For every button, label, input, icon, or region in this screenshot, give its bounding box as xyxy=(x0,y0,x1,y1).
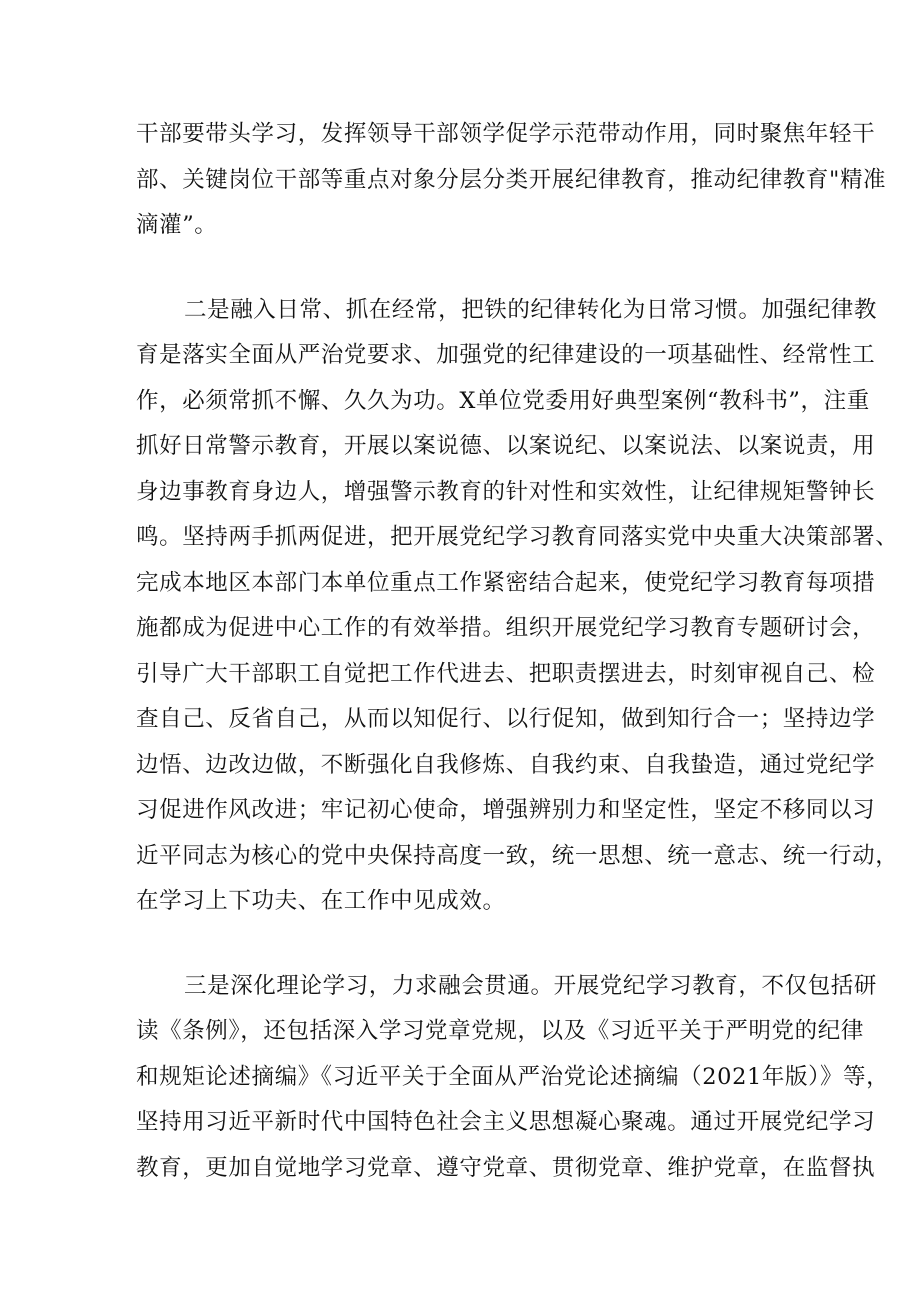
paragraph-line: 抓好日常警示教育，开展以案说德、以案说纪、以案说法、以案说责，用 xyxy=(136,433,876,459)
paragraph-3 xyxy=(136,964,890,1192)
document-page xyxy=(136,112,899,1191)
paragraph-line: 近平同志为核心的党中央保持高度一致，统一思想、统一意志、统一行动， xyxy=(136,842,899,869)
paragraph-gap xyxy=(136,925,786,964)
paragraph-line: 在学习上下功夫、在工作中见成效。 xyxy=(136,888,506,914)
paragraph-line: 鸣。坚持两手抓两促进，把开展党纪学习教育同落实党中央重大决策部署、 xyxy=(136,524,899,550)
paragraph-line: 引导广大干部职工自觉把工作代进去、把职责摆进去，时刻审视自己、检 xyxy=(136,660,876,687)
paragraph-line: 和规矩论述摘编》《习近平关于全面从严治党论述摘编（2021年版）》等， xyxy=(136,1063,890,1090)
paragraph-line: 完成本地区本部门本单位重点工作紧密结合起来，使党纪学习教育每项措 xyxy=(136,569,876,596)
paragraph-line: 作，必须常抓不懈、久久为功。X单位党委用好典型案例“教科书”，注重 xyxy=(136,387,870,414)
paragraph-1 xyxy=(136,112,887,249)
paragraph-gap xyxy=(136,249,786,288)
paragraph-line: 习促进作风改进；牢记初心使命，增强辨别力和坚定性，坚定不移同以习 xyxy=(136,797,876,823)
paragraph-line: 施都成为促进中心工作的有效举措。组织开展党纪学习教育专题研讨会， xyxy=(136,615,876,641)
paragraph-line: 三是深化理论学习，力求融会贯通。开展党纪学习教育，不仅包括研 xyxy=(184,972,878,999)
paragraph-line: 身边事教育身边人，增强警示教育的针对性和实效性，让纪律规矩警钟长 xyxy=(136,478,876,505)
paragraph-line: 育是落实全面从严治党要求、加强党的纪律建设的一项基础性、经常性工 xyxy=(136,342,876,368)
paragraph-line: 查自己、反省自己，从而以知促行、以行促知，做到知行合一；坚持边学 xyxy=(136,706,876,732)
paragraph-line: 教育，更加自觉地学习党章、遵守党章、贯彻党章、维护党章，在监督执 xyxy=(136,1154,876,1181)
paragraph-line: 干部要带头学习，发挥领导干部领学促学示范带动作用，同时聚焦年轻干 xyxy=(136,121,876,147)
paragraph-2 xyxy=(136,288,899,925)
paragraph-line: 边悟、边改边做，不断强化自我修炼、自我约束、自我蛰造，通过党纪学 xyxy=(136,751,876,778)
paragraph-line: 读《条例》，还包括深入学习党章党规，以及《习近平关于严明党的纪律 xyxy=(136,1018,864,1044)
paragraph-line: 滴灌”。 xyxy=(136,212,218,238)
paragraph-line: 坚持用习近平新时代中国特色社会主义思想凝心聚魂。通过开展党纪学习 xyxy=(136,1109,876,1135)
paragraph-line: 部、关键岗位干部等重点对象分层分类开展纪律教育，推动纪律教育"精准 xyxy=(136,166,887,193)
paragraph-line: 二是融入日常、抓在经常，把铁的纪律转化为日常习惯。加强纪律教 xyxy=(184,296,878,323)
